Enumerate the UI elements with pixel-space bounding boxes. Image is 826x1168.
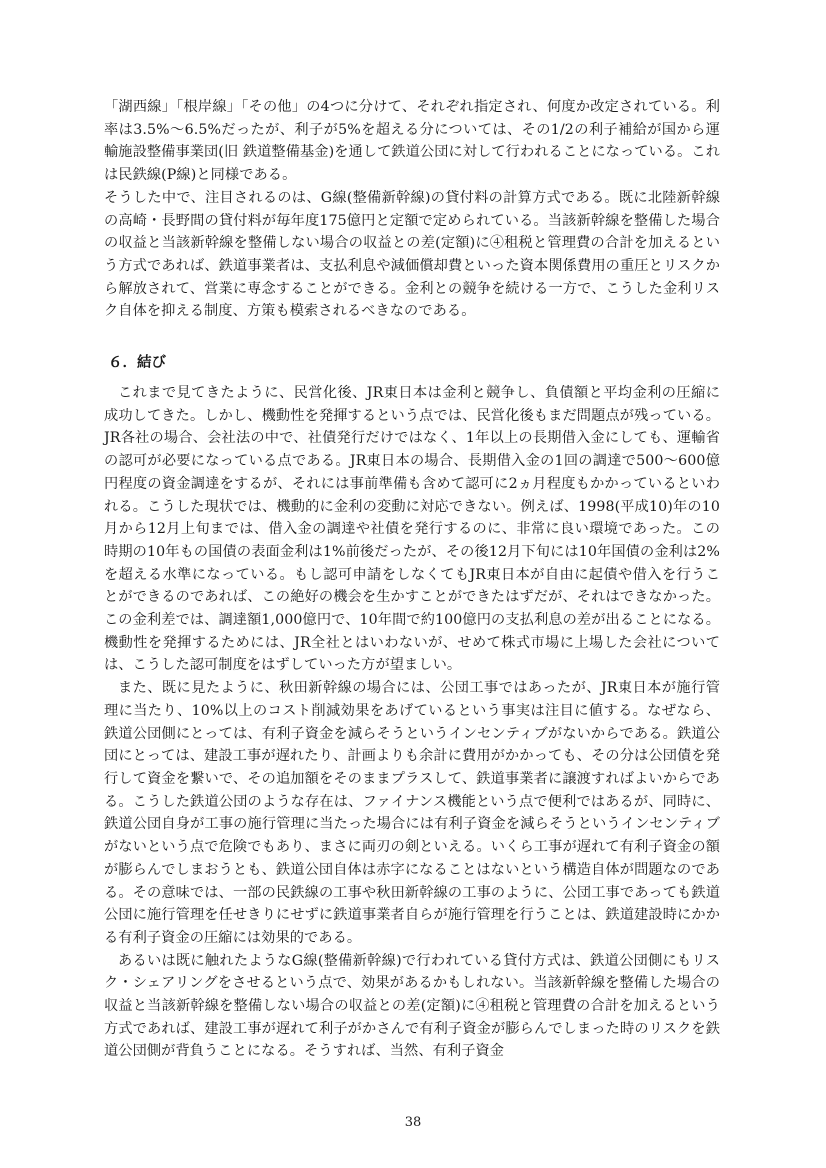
page-number: 38 xyxy=(404,1115,422,1130)
paragraph-3: これまで見てきたように、民営化後、JR東日本は金利と競争し、負債額と平均金利の圧縮に成功してきた。しかし、機動性を発揮するという点では、民営化後もまだ問題点が残っている。JR各社の場合、会社法の中で、社債発行だけではなく、1年以上の長期借入金にしても、運輸省の認可が必要になっている点である。JR東日本の場合、長期借入金の1回の調達で500～600億円程度の資金調達をするが、それには事前準備も含めて認可に2ヵ月程度もかかっているといわれる。こうした現状では、機動的に金利の変動に対応できない。例えば、1998(平成10)年の10月から12月上旬までは、借入金の調達や社債を発行するのに、非常に良い環境であった。この時期の10年もの国債の表面金利は1%前後だったが、その後12月下旬には10年国債の金利は2%を超える水準になっている。もし認可申請をしなくてもJR東日本が自由に起債や借入を行うことができるのであれば、この絶好の機会を生かすことができたはずだが、それはできなかった。この金利差では、調達額1,000億円で、10年間で約100億円の支払利息の差が出ることになる。機動性を発揮するためには、JR全社とはいわないが、せめて株式市場に上場した会社については、こうした認可制度をはずしていった方が望ましい。 xyxy=(104,385,720,674)
document-body xyxy=(104,96,720,1063)
paragraph-5: あるいは既に触れたようなG線(整備新幹線)で行われている貸付方式は、鉄道公団側にもリスク・シェアリングをさせるという点で、効果があるかもしれない。当該新幹線を整備した場合の収益と当該新幹線を整備しない場合の収益との差(定額)に④租税と管理費の合計を加えるという方式であれば、建設工事が遅れて利子がかさんで有利子資金が膨らんでしまった時のリスクを鉄道公団側が背負うことになる。そうすれば、当然、有利子資金 xyxy=(104,952,720,1060)
section-heading: ６．結び xyxy=(108,355,166,372)
paragraph-1: 「湖西線」「根岸線」「その他」の4つに分けて、それぞれ指定され、何度か改定されている。利率は3.5%～6.5%だったが、利子が5%を超える分については、その1/2の利子補給が国から運輸施設整備事業団(旧 鉄道整備基金)を通して鉄道公団に対して行われることになっている。これは民鉄線(P線)と同様である。 xyxy=(104,99,720,184)
paragraph-4: また、既に見たように、秋田新幹線の場合には、公団工事ではあったが、JR東日本が施行管理に当たり、10%以上のコスト削減効果をあげているという事実は注目に値する。なぜなら、鉄道公団側にとっては、有利子資金を減らそうというインセンティブがないからである。鉄道公団にとっては、建設工事が遅れたり、計画よりも余計に費用がかかっても、その分は公団債を発行して資金を繋いで、その追加額をそのままプラスして、鉄道事業者に譲渡すればよいからである。こうした鉄道公団のような存在は、ファイナンス機能という点で便利ではあるが、同時に、鉄道公団自身が工事の施行管理に当たった場合には有利子資金を減らそうというインセンティブがないという点で危険でもあり、まさに両刃の剣といえる。いくら工事が遅れて有利子資金の額が膨らんでしまおうとも、鉄道公団自体は赤字になることはないという構造自体が問題なのである。その意味では、一部の民鉄線の工事や秋田新幹線の工事のように、公団工事であっても鉄道公団に施行管理を任せきりにせずに鉄道事業者自らが施行管理を行うことは、鉄道建設時にかかる有利子資金の圧縮には効果的である。 xyxy=(104,680,720,946)
paragraph-2: そうした中で、注目されるのは、G線(整備新幹線)の貸付料の計算方式である。既に北陸新幹線の高崎・長野間の貸付料が毎年度175億円と定額で定められている。当該新幹線を整備した場合の収益と当該新幹線を整備しない場合の収益との差(定額)に④租税と管理費の合計を加えるという方式であれば、鉄道事業者は、支払利息や減価償却費といった資本関係費用の重圧とリスクから解放されて、営業に専念することができる。金利との競争を続ける一方で、こうした金利リスク自体を抑える制度、方策も模索されるべきなのである。 xyxy=(104,189,720,320)
